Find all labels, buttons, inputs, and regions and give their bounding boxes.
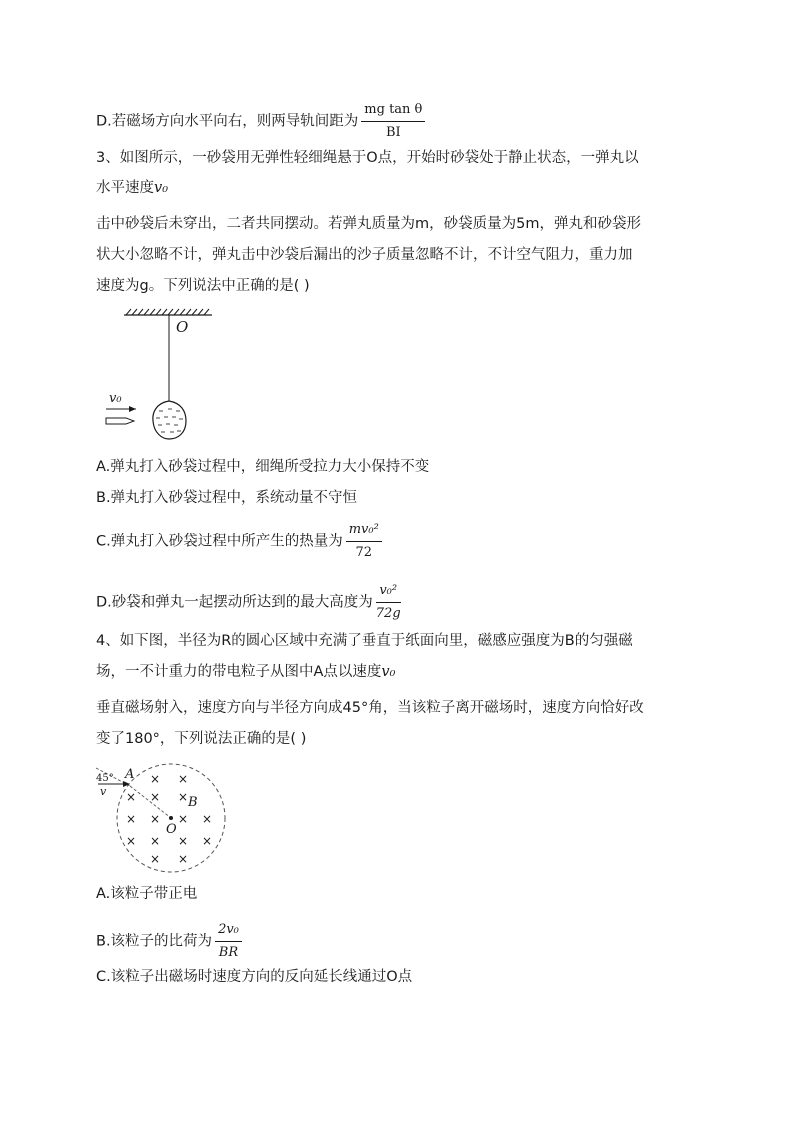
field-x-mark: × bbox=[125, 834, 137, 848]
fraction-denominator: BR bbox=[218, 945, 239, 960]
q3-stem-line1: 3、如图所示，一砂袋用无弹性轻细绳悬于O点，开始时砂袋处于静止状态，一弹丸以 bbox=[96, 150, 639, 166]
field-x-mark: × bbox=[177, 852, 189, 866]
q4-option-b-text: B.该粒子的比荷为 bbox=[96, 933, 213, 950]
q4-option-b-fraction bbox=[215, 920, 242, 963]
q4-option-a: A.该粒子带正电 bbox=[96, 886, 198, 902]
q4-magnetic-field-figure bbox=[94, 762, 234, 874]
ceiling-hatching bbox=[126, 309, 209, 315]
field-x-mark: × bbox=[201, 812, 213, 826]
field-x-mark: × bbox=[177, 812, 189, 826]
q3-option-d-fraction bbox=[376, 581, 401, 624]
q2-option-d-text: D.若磁场方向水平向右，则两导轨间距为 bbox=[96, 113, 359, 130]
q4-stem-line4: 变了180°，下列说法正确的是( ) bbox=[96, 731, 307, 747]
center-point bbox=[169, 816, 173, 820]
q3-option-d bbox=[96, 581, 401, 624]
field-x-mark: × bbox=[125, 812, 137, 826]
velocity-arrowhead bbox=[129, 406, 136, 412]
q3-option-c bbox=[96, 520, 382, 563]
fraction-denominator: BI bbox=[385, 125, 401, 140]
field-x-mark: × bbox=[177, 834, 189, 848]
fraction-denominator: 72g bbox=[375, 606, 401, 621]
q3-stem-line2 bbox=[96, 178, 168, 198]
q2-option-d-fraction bbox=[361, 100, 425, 143]
velocity-label: v bbox=[100, 785, 107, 798]
q4-v0-symbol: v₀ bbox=[381, 664, 396, 680]
fraction-numerator: mg tan θ bbox=[361, 100, 425, 122]
field-x-mark: × bbox=[201, 834, 213, 848]
q3-option-c-fraction bbox=[346, 520, 382, 563]
fraction-numerator: 2v₀ bbox=[215, 920, 242, 942]
q4-stem-line1: 4、如下图，半径为R的圆心区域中充满了垂直于纸面向里，磁感应强度为B的匀强磁 bbox=[96, 633, 633, 649]
q3-sandbag-figure bbox=[96, 305, 226, 445]
point-a-label: A bbox=[125, 767, 135, 782]
field-x-mark: × bbox=[149, 852, 161, 866]
field-marks bbox=[126, 772, 212, 866]
fraction-numerator: mv₀² bbox=[346, 520, 382, 542]
field-x-mark: × bbox=[149, 772, 161, 786]
point-b-label: B bbox=[188, 795, 198, 810]
q4-stem-line2-text: 场，一不计重力的带电粒子从图中A点以速度 bbox=[96, 664, 382, 680]
q3-stem-line3: 击中砂袋后未穿出，二者共同摆动。若弹丸质量为m，砂袋质量为5m，弹丸和砂袋形 bbox=[96, 216, 641, 232]
q4-option-b bbox=[96, 920, 242, 963]
field-x-mark: × bbox=[177, 772, 189, 786]
velocity-label: v₀ bbox=[109, 391, 122, 406]
q3-stem-line5: 速度为g。下列说法中正确的是( ) bbox=[96, 278, 310, 294]
q3-v0-symbol: v₀ bbox=[154, 180, 169, 196]
fraction-denominator: 72 bbox=[355, 545, 373, 560]
field-x-mark: × bbox=[149, 790, 161, 804]
bullet bbox=[106, 418, 134, 424]
q4-stem-line3: 垂直磁场射入，速度方向与半径方向成45°角，当该粒子离开磁场时，速度方向恰好改 bbox=[96, 700, 644, 716]
q2-option-d bbox=[96, 100, 425, 143]
center-o-label: O bbox=[166, 822, 177, 837]
q3-stem-line2-text: 水平速度 bbox=[96, 180, 154, 196]
q3-option-b: B.弹丸打入砂袋过程中，系统动量不守恒 bbox=[96, 490, 358, 506]
field-x-mark: × bbox=[149, 812, 161, 826]
angle-label: 45° bbox=[96, 773, 114, 784]
fraction-numerator: v₀² bbox=[376, 581, 401, 603]
field-x-mark: × bbox=[177, 790, 189, 804]
q4-stem-line2 bbox=[96, 662, 395, 682]
q3-stem-line4: 状大小忽略不计，弹丸击中沙袋后漏出的沙子质量忽略不计，不计空气阻力，重力加 bbox=[96, 247, 633, 263]
point-o-label: O bbox=[176, 318, 189, 336]
field-x-mark: × bbox=[149, 834, 161, 848]
q4-option-c: C.该粒子出磁场时速度方向的反向延长线通过O点 bbox=[96, 969, 413, 985]
sandbag bbox=[153, 401, 186, 439]
q3-option-c-text: C.弹丸打入砂袋过程中所产生的热量为 bbox=[96, 533, 343, 550]
field-x-mark: × bbox=[125, 790, 137, 804]
q3-option-d-text: D.砂袋和弹丸一起摆动所达到的最大高度为 bbox=[96, 594, 373, 611]
q3-option-a: A.弹丸打入砂袋过程中，细绳所受拉力大小保持不变 bbox=[96, 459, 430, 475]
